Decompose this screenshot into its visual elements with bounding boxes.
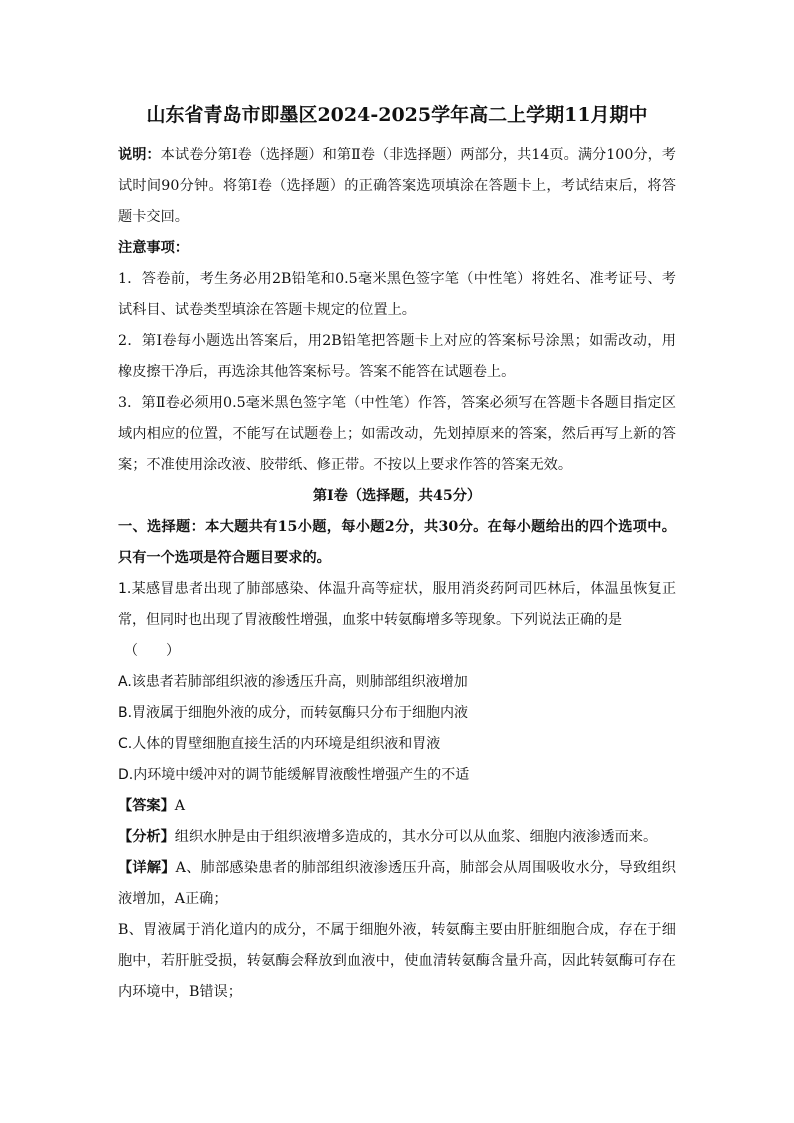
option-b: B.胃液属于细胞外液的成分，而转氨酶只分布于细胞内液: [118, 705, 469, 721]
notice-item-3: 3．第Ⅱ卷必须用0.5毫米黑色签字笔（中性笔）作答，答案必须写在答题卡各题目指定区域内相应的位置，不能写在试题卷上；如需改动，先划掉原来的答案，然后再写上新的答案；不准使用涂改液、胶带纸、修正带。不按以上要求作答的答案无效。: [118, 395, 676, 473]
detail-a-line: [118, 853, 676, 915]
detail-a-text: A、肺部感染患者的肺部组织液渗透压升高，肺部会从周围吸收水分，导致组织液增加，A正确；: [118, 860, 676, 907]
analysis-text: 组织水肿是由于组织液增多造成的，其水分可以从血浆、细胞内液渗透而来。: [174, 829, 658, 845]
answer-value: A: [174, 798, 186, 814]
notice-item-2: 2．第Ⅰ卷每小题选出答案后，用2B铅笔把答题卡上对应的答案标号涂黑；如需改动，用橡皮擦干净后，再选涂其他答案标号。答案不能答在试题卷上。: [118, 333, 676, 380]
section-instruction: 一、选择题：本大题共有15小题，每小题2分，共30分。在每小题给出的四个选项中。只有一个选项是符合题目要求的。: [118, 519, 676, 566]
option-a: A.该患者若肺部组织液的渗透压升高，则肺部组织液增加: [118, 674, 468, 690]
answer-label: 【答案】: [118, 798, 175, 814]
detail-b-line: B、胃液属于消化道内的成分，不属于细胞外液，转氨酶主要由肝脏细胞合成，存在于细胞中，若肝脏受损，转氨酶会释放到血液中，使血清转氨酶含量升高，因此转氨酶可存在内环境中，B错误；: [118, 922, 676, 1000]
detail-label: 【详解】: [118, 860, 176, 876]
option-c: C.人体的胃壁细胞直接生活的内环境是组织液和胃液: [118, 736, 441, 752]
intro-label: 说明：: [118, 147, 161, 163]
exam-title: 山东省青岛市即墨区2024-2025学年高二上学期11月期中: [146, 104, 648, 126]
question-paren: （ ）: [124, 643, 180, 659]
intro-paragraph: [118, 140, 676, 233]
intro-text: 本试卷分第Ⅰ卷（选择题）和第Ⅱ卷（非选择题）两部分，共14页。满分100分，考试时间90分钟。将第Ⅰ卷（选择题）的正确答案选项填涂在答题卡上，考试结束后，将答题卡交回。: [118, 147, 676, 225]
answer-line: [118, 791, 676, 822]
notice-item-1: 1．答卷前，考生务必用2B铅笔和0.5毫米黑色签字笔（中性笔）将姓名、准考证号、考试科目、试卷类型填涂在答题卡规定的位置上。: [118, 271, 676, 318]
notice-heading: 注意事项：: [118, 240, 189, 256]
question-stem: 1.某感冒患者出现了肺部感染、体温升高等症状，服用消炎药阿司匹林后，体温虽恢复正常，但同时也出现了胃液酸性增强，血浆中转氨酶增多等现象。下列说法正确的是: [118, 581, 676, 628]
section-heading: 第Ⅰ卷（选择题，共45分）: [312, 488, 482, 504]
option-d: D.内环境中缓冲对的调节能缓解胃液酸性增强产生的不适: [118, 767, 470, 783]
analysis-label: 【分析】: [118, 829, 175, 845]
analysis-line: [118, 822, 676, 853]
